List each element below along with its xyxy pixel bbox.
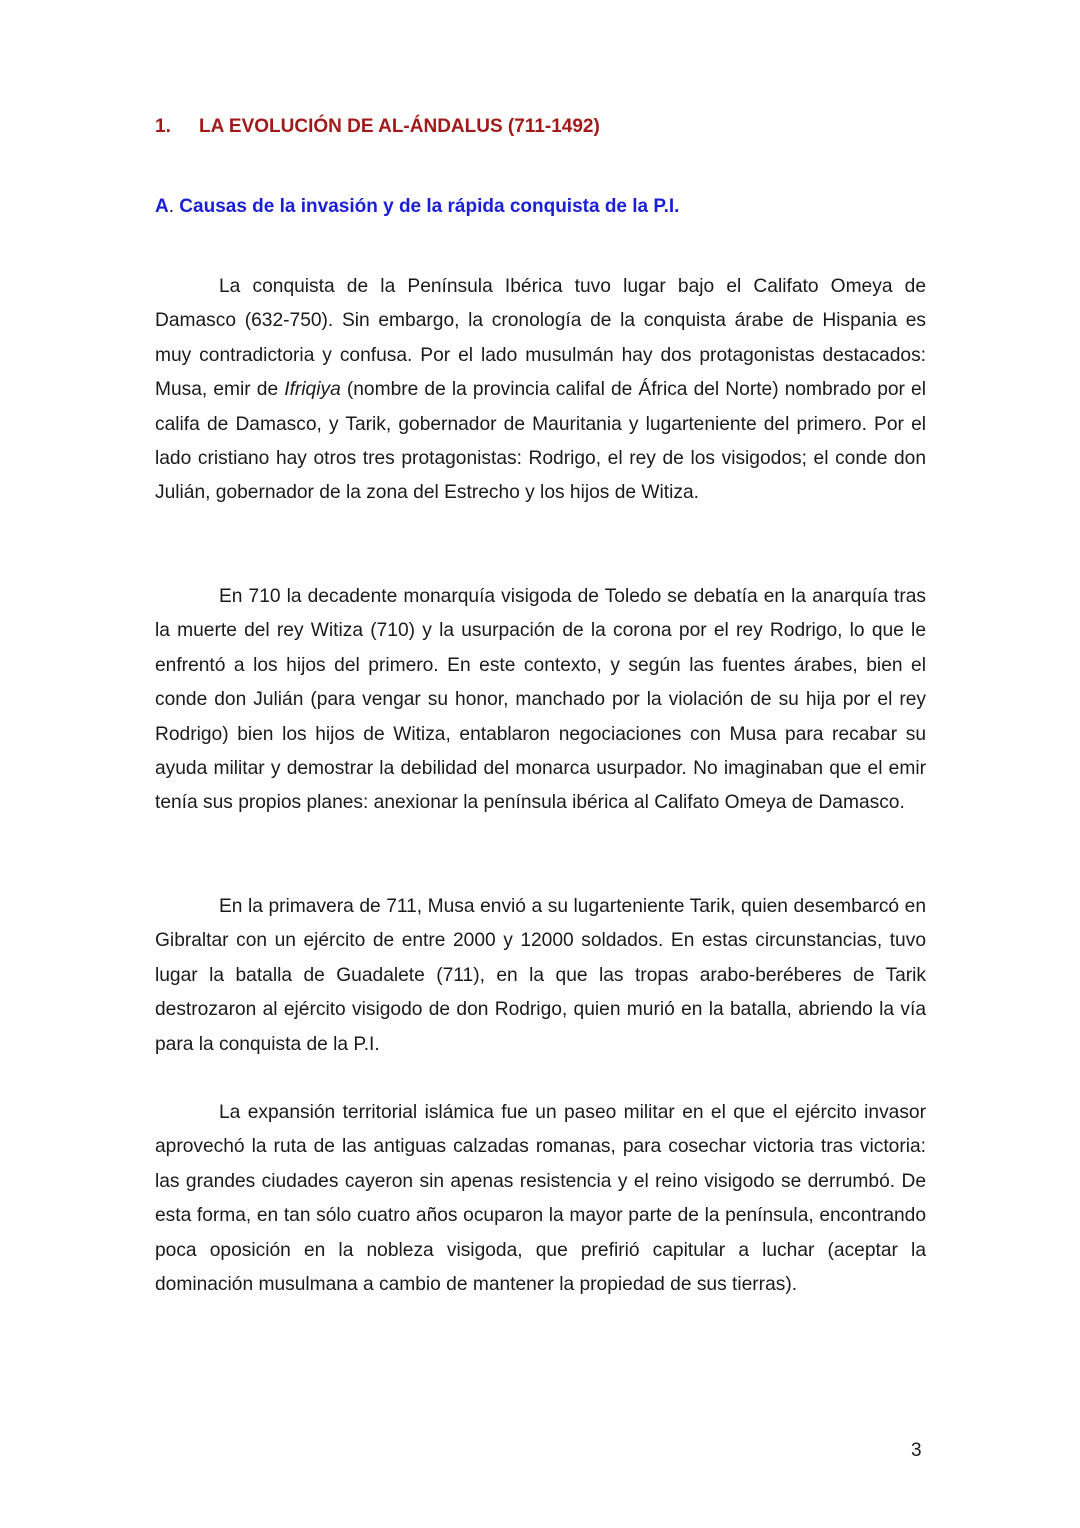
paragraph-conquest-intro [155,270,926,511]
paragraph-territorial-expansion [155,1096,926,1302]
paragraph-4-text: La expansión territorial islámica fue un paseo militar en el que el ejército invasor aprovechó la ruta de las antiguas calzadas romanas, para cosechar victoria tras victoria: las grandes ciudades cayeron sin apenas resistencia y el reino visigodo se derrumbó. De esta forma, en tan sólo cuatro años ocuparon la mayor parte de la península, encontrando poca oposición en la nobleza visigoda, que prefirió capitular a luchar (aceptar la dominación musulmana a cambio de mantener la propiedad de sus tierras). [155,1102,926,1296]
paragraph-guadalete-battle [155,890,926,1062]
paragraph-1-italic-term: Ifriqiya [284,379,341,401]
paragraph-1-part-1: La conquista de la Península Ibérica tuvo lugar bajo el Califato Omeya de Damasco (632-750). Sin embargo, la cronología de la conquista árabe de Hispania es muy contradictoria y confusa. Por el lado musulmán hay dos protagonistas destacados: Musa, emir de [155,276,926,401]
paragraph-visigoth-crisis [155,580,926,821]
section-number: 1. [155,116,171,137]
section-title: LA EVOLUCIÓN DE AL-ÁNDALUS (711-1492) [199,116,600,137]
subsection-title: Causas de la invasión y de la rápida conquista de la P.I. [174,196,680,217]
paragraph-1-part-2: (nombre de la provincia califal de África del Norte) nombrado por el califa de Damasco, y Tarik, gobernador de Mauritania y lugarteniente del primero. Por el lado cristiano hay otros tres protagonistas: Rodrigo, el rey de los visigodos; el conde don Julián, gobernador de la zona del Estrecho y los hijos de Witiza. [155,379,926,504]
section-heading [155,116,600,138]
subsection-dot: . [168,196,175,217]
subsection-letter: A [155,196,169,217]
paragraph-3-text: En la primavera de 711, Musa envió a su lugarteniente Tarik, quien desembarcó en Gibraltar con un ejército de entre 2000 y 12000 soldados. En estas circunstancias, tuvo lugar la batalla de Guadalete (711), en la que las tropas arabo-beréberes de Tarik destrozaron al ejército visigodo de don Rodrigo, quien murió en la batalla, abriendo la vía para la conquista de la P.I. [155,896,926,1055]
subsection-heading [155,196,679,218]
paragraph-2-text: En 710 la decadente monarquía visigoda de Toledo se debatía en la anarquía tras la muerte del rey Witiza (710) y la usurpación de la corona por el rey Rodrigo, lo que le enfrentó a los hijos del primero. En este contexto, y según las fuentes árabes, bien el conde don Julián (para vengar su honor, manchado por la violación de su hija por el rey Rodrigo) bien los hijos de Witiza, entablaron negociaciones con Musa para recabar su ayuda militar y demostrar la debilidad del monarca usurpador. No imaginaban que el emir tenía sus propios planes: anexionar la península ibérica al Califato Omeya de Damasco. [155,586,926,814]
page-number: 3 [911,1440,922,1461]
